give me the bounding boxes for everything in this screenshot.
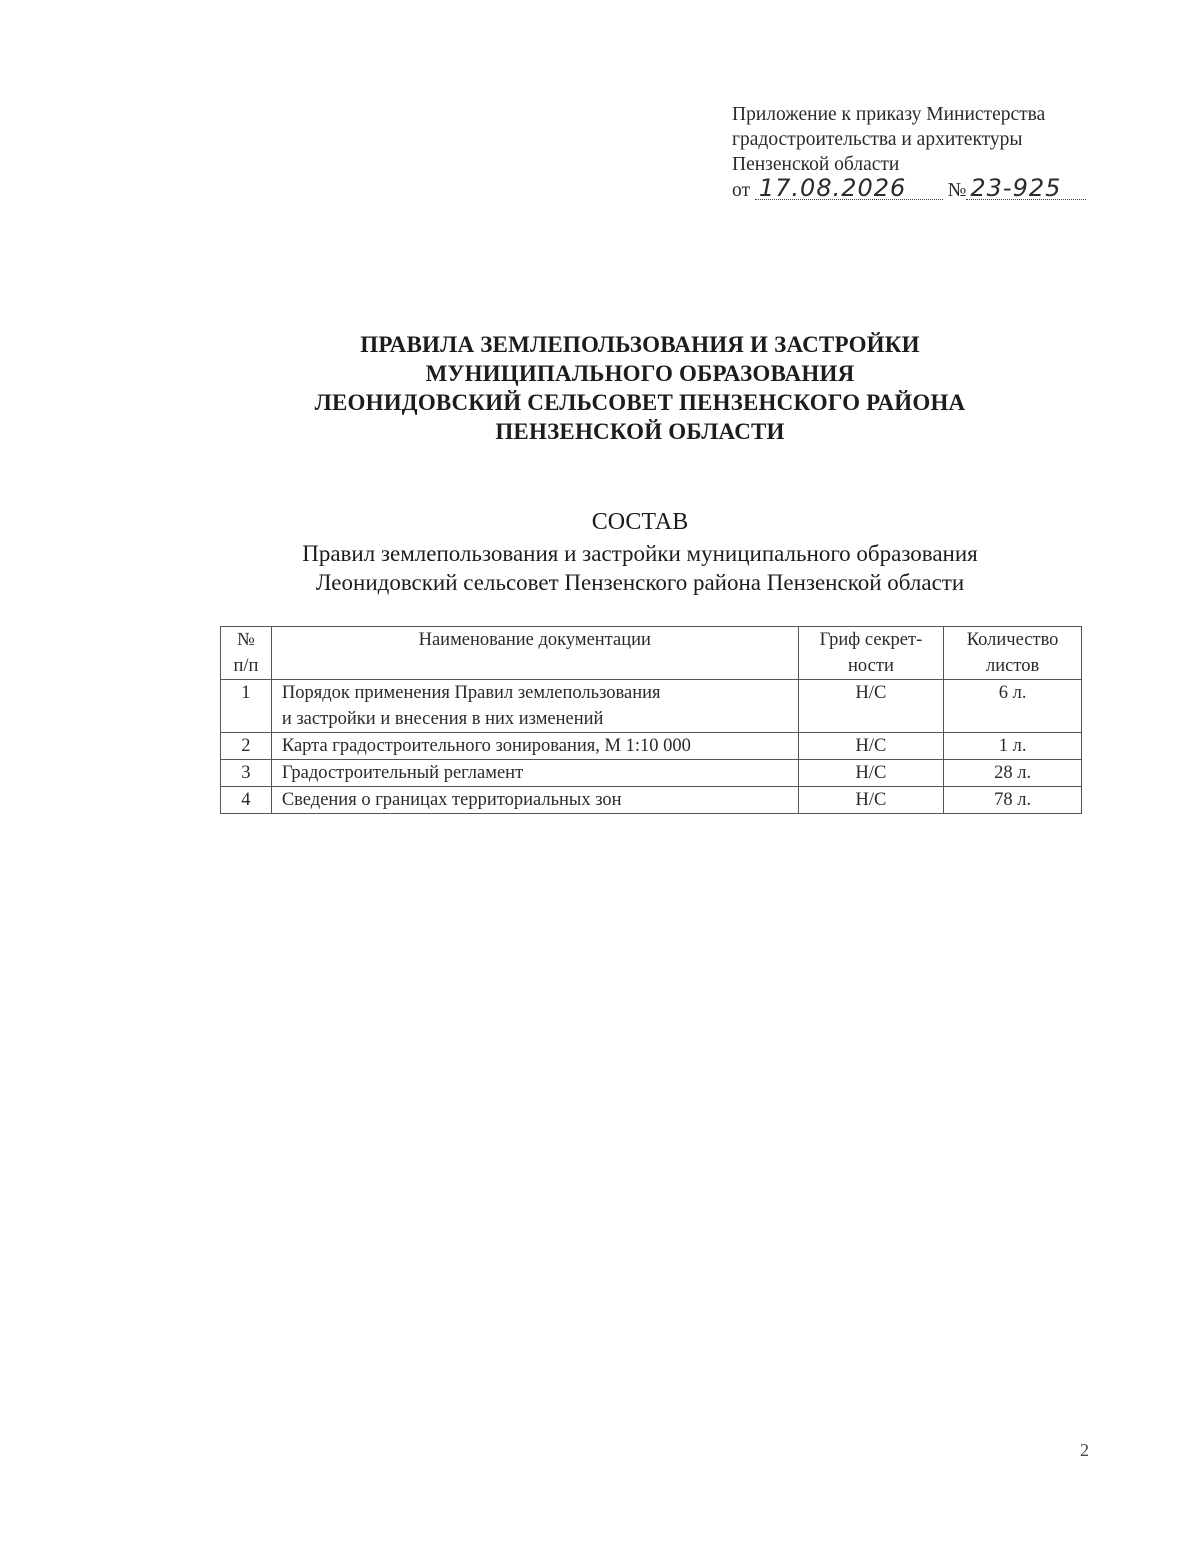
row-num: 4 xyxy=(221,787,272,814)
row-num: 3 xyxy=(221,760,272,787)
page-number: 2 xyxy=(1080,1440,1089,1460)
row-count: 28 л. xyxy=(944,760,1082,787)
row-count: 1 л. xyxy=(944,733,1082,760)
row-name: Сведения о границах территориальных зон xyxy=(271,787,798,814)
table-row xyxy=(221,680,1082,733)
title-line-3: ЛЕОНИДОВСКИЙ СЕЛЬСОВЕТ ПЕНЗЕНСКОГО РАЙОНА xyxy=(314,390,966,415)
appendix-date-line xyxy=(732,174,1172,203)
document-title xyxy=(150,330,1130,446)
table-row xyxy=(221,733,1082,760)
row-name-line-2: и застройки и внесения в них изменений xyxy=(281,709,604,729)
header-count-line-1: Количество xyxy=(966,630,1059,650)
composition-heading xyxy=(150,508,1130,597)
handwritten-number: 23-925 xyxy=(966,177,1086,200)
appendix-line-2: градостроительства и архитектуры xyxy=(732,129,1023,150)
title-line-1: ПРАВИЛА ЗЕМЛЕПОЛЬЗОВАНИЯ И ЗАСТРОЙКИ xyxy=(360,332,920,357)
table-row xyxy=(221,787,1082,814)
header-num-line-1: № xyxy=(237,630,255,650)
row-name-line-1: Порядок применения Правил землепользования xyxy=(281,683,661,703)
appendix-line-1: Приложение к приказу Министерства xyxy=(732,104,1046,125)
title-line-2: МУНИЦИПАЛЬНОГО ОБРАЗОВАНИЯ xyxy=(425,361,855,386)
row-name xyxy=(271,680,798,733)
header-num xyxy=(221,627,272,680)
row-grif: Н/С xyxy=(798,733,944,760)
composition-subtitle-2: Леонидовский сельсовет Пензенского района Пензенской области xyxy=(315,570,965,595)
row-count: 78 л. xyxy=(944,787,1082,814)
table-row xyxy=(221,760,1082,787)
date-prefix: от xyxy=(732,180,751,201)
table-header-row xyxy=(221,627,1082,680)
appendix-line-3: Пензенской области xyxy=(732,154,900,175)
row-count: 6 л. xyxy=(944,680,1082,733)
handwritten-date: 17.08.2026 xyxy=(755,177,943,200)
row-name: Карта градостроительного зонирования, М 1:10 000 xyxy=(271,733,798,760)
appendix-block xyxy=(732,102,1172,203)
header-name: Наименование документации xyxy=(271,627,798,680)
header-grif-line-1: Гриф секрет- xyxy=(819,630,923,650)
row-num: 1 xyxy=(221,680,272,733)
row-grif: Н/С xyxy=(798,680,944,733)
row-grif: Н/С xyxy=(798,787,944,814)
header-grif xyxy=(798,627,944,680)
number-prefix: № xyxy=(947,180,967,201)
header-grif-line-2: ности xyxy=(848,656,894,676)
row-name: Градостроительный регламент xyxy=(271,760,798,787)
header-count-line-2: листов xyxy=(986,656,1040,676)
header-num-line-2: п/п xyxy=(233,656,259,676)
composition-title: СОСТАВ xyxy=(591,509,689,535)
composition-table xyxy=(220,626,1082,814)
row-grif: Н/С xyxy=(798,760,944,787)
row-num: 2 xyxy=(221,733,272,760)
composition-subtitle-1: Правил землепользования и застройки муниципального образования xyxy=(302,541,978,566)
title-line-4: ПЕНЗЕНСКОЙ ОБЛАСТИ xyxy=(495,419,785,444)
header-count xyxy=(944,627,1082,680)
